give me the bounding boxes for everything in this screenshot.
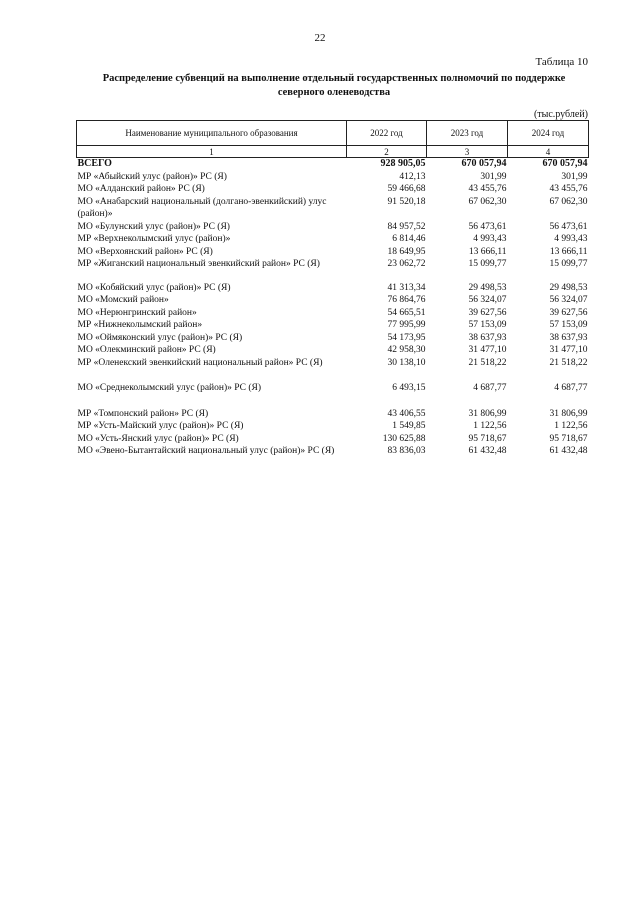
value-2024: 56 324,07 xyxy=(549,295,588,305)
table-row xyxy=(77,332,589,345)
table-row xyxy=(77,282,589,295)
value-2023: 38 637,93 xyxy=(468,332,507,343)
municipality-name: МО «Булунский улус (район)» РС (Я) xyxy=(77,221,230,232)
header-2022: 2022 год xyxy=(347,121,427,146)
table-header xyxy=(77,121,589,158)
header-2023: 2023 год xyxy=(427,121,508,146)
value-2022: 6 814,46 xyxy=(392,234,426,244)
value-2022: 54 173,95 xyxy=(387,332,426,343)
value-2022: 30 138,10 xyxy=(387,357,426,368)
table-row xyxy=(77,357,589,370)
value-2024: 29 498,53 xyxy=(549,282,588,293)
subvention-table xyxy=(76,120,589,458)
value-2023: 39 627,56 xyxy=(468,307,507,318)
total-row xyxy=(77,158,589,171)
value-2022: 42 958,30 xyxy=(387,345,426,355)
header-col-number: 4 xyxy=(508,146,589,158)
table-row xyxy=(77,319,589,332)
value-2022: 23 062,72 xyxy=(387,259,426,269)
value-2023: 21 518,22 xyxy=(468,357,507,368)
spacer-row xyxy=(77,395,589,408)
value-2024: 4 993,43 xyxy=(554,234,588,244)
table-body xyxy=(77,158,589,458)
municipality-name: МО «Алданский район» РС (Я) xyxy=(77,184,205,194)
value-2023: 56 324,07 xyxy=(468,295,507,305)
table-row xyxy=(77,246,589,259)
value-2023: 301,99 xyxy=(480,171,507,182)
value-2024: 301,99 xyxy=(561,171,588,182)
value-2024: 61 432,48 xyxy=(549,446,588,456)
municipality-name: МР «Абыйский улус (район)» РС (Я) xyxy=(77,171,227,182)
municipality-name: МО «Анабарский национальный (долгано-эвенкийский) улус (район)» xyxy=(77,196,327,219)
table-row xyxy=(77,221,589,234)
page-number: 22 xyxy=(314,32,326,44)
subvention-table-container xyxy=(76,120,588,458)
municipality-name: МР «Жиганский национальный эвенкийский район» РС (Я) xyxy=(77,259,320,269)
table-row xyxy=(77,196,589,221)
table-row xyxy=(77,408,589,421)
total-label: ВСЕГО xyxy=(77,158,112,169)
value-2024: 31 806,99 xyxy=(549,408,588,419)
value-2023: 4 687,77 xyxy=(473,383,507,393)
value-2023: 67 062,30 xyxy=(468,196,507,207)
value-2024: 31 477,10 xyxy=(549,345,588,355)
value-2024: 15 099,77 xyxy=(549,259,588,269)
value-2022: 84 957,52 xyxy=(387,221,426,232)
table-row xyxy=(77,294,589,307)
header-name: Наименование муниципального образования xyxy=(77,121,347,146)
spacer-row xyxy=(77,271,589,282)
municipality-name: МО «Момский район» xyxy=(77,295,169,305)
value-2023: 4 993,43 xyxy=(473,234,507,244)
table-row xyxy=(77,420,589,433)
value-2023: 31 806,99 xyxy=(468,408,507,419)
value-2023: 43 455,76 xyxy=(468,184,507,194)
value-2023: 95 718,67 xyxy=(468,433,507,444)
table-row xyxy=(77,258,589,271)
municipality-name: МО «Кобяйский улус (район)» РС (Я) xyxy=(77,282,231,293)
municipality-name: МР «Оленекский эвенкийский национальный район» РС (Я) xyxy=(77,357,323,368)
value-2022: 130 625,88 xyxy=(382,433,426,444)
municipality-name: МО «Верхоянский район» РС (Я) xyxy=(77,246,213,257)
municipality-name: МР «Усть-Майский улус (район)» РС (Я) xyxy=(77,421,244,431)
table-row xyxy=(77,344,589,357)
spacer-row xyxy=(77,369,589,382)
value-2023: 1 122,56 xyxy=(473,421,507,431)
header-col-number: 1 xyxy=(77,146,347,158)
value-2024: 38 637,93 xyxy=(549,332,588,343)
document-title: Распределение субвенций на выполнение отдельный государственных полномочий по поддержке северного оленеводства xyxy=(102,73,566,98)
unit-note: (тыс.рублей) xyxy=(533,109,588,120)
value-2023: 57 153,09 xyxy=(468,320,507,330)
value-2024: 21 518,22 xyxy=(549,357,588,368)
municipality-name: МО «Нерюнгринский район» xyxy=(77,307,197,318)
value-2023: 13 666,11 xyxy=(468,246,507,257)
municipality-name: МР «Нижнеколымский район» xyxy=(77,320,203,330)
table-row xyxy=(77,433,589,446)
value-2022: 76 864,76 xyxy=(387,295,426,305)
value-2022: 83 836,03 xyxy=(387,446,426,456)
value-2023: 29 498,53 xyxy=(468,282,507,293)
value-2024: 56 473,61 xyxy=(549,221,588,232)
municipality-name: МР «Томпонский район» РС (Я) xyxy=(77,408,209,419)
value-2024: 13 666,11 xyxy=(549,246,588,257)
value-2024: 95 718,67 xyxy=(549,433,588,444)
value-2022: 6 493,15 xyxy=(392,383,426,393)
table-row xyxy=(77,171,589,184)
value-2023: 31 477,10 xyxy=(468,345,507,355)
value-2022: 59 466,68 xyxy=(387,184,426,194)
table-row xyxy=(77,382,589,395)
value-2022: 18 649,95 xyxy=(387,246,426,257)
total-2022: 928 905,05 xyxy=(380,158,426,169)
value-2024: 39 627,56 xyxy=(549,307,588,318)
header-col-number: 2 xyxy=(347,146,427,158)
value-2022: 54 665,51 xyxy=(387,307,426,318)
value-2024: 57 153,09 xyxy=(549,320,588,330)
municipality-name: МО «Оймяконский улус (район)» РС (Я) xyxy=(77,332,243,343)
value-2022: 43 406,55 xyxy=(387,408,426,419)
value-2024: 43 455,76 xyxy=(549,184,588,194)
municipality-name: МО «Эвено-Бытантайский национальный улус (район)» РС (Я) xyxy=(77,446,335,456)
header-2024: 2024 год xyxy=(508,121,589,146)
municipality-name: МР «Верхнеколымский улус (район)» xyxy=(77,234,231,244)
total-2024: 670 057,94 xyxy=(542,158,588,169)
value-2024: 1 122,56 xyxy=(554,421,588,431)
value-2022: 77 995,99 xyxy=(387,320,426,330)
municipality-name: МО «Олекминский район» РС (Я) xyxy=(77,345,216,355)
value-2023: 61 432,48 xyxy=(468,446,507,456)
value-2022: 412,13 xyxy=(399,171,426,182)
value-2023: 15 099,77 xyxy=(468,259,507,269)
value-2024: 67 062,30 xyxy=(549,196,588,207)
municipality-name: МО «Среднеколымский улус (район)» РС (Я) xyxy=(77,383,262,393)
table-row xyxy=(77,307,589,320)
table-row xyxy=(77,183,589,196)
value-2022: 41 313,34 xyxy=(387,282,426,293)
value-2023: 56 473,61 xyxy=(468,221,507,232)
header-col-number: 3 xyxy=(427,146,508,158)
value-2024: 4 687,77 xyxy=(554,383,588,393)
municipality-name: МО «Усть-Янский улус (район)» РС (Я) xyxy=(77,433,239,444)
table-row xyxy=(77,233,589,246)
total-2023: 670 057,94 xyxy=(461,158,507,169)
table-row xyxy=(77,445,589,458)
value-2022: 1 549,85 xyxy=(392,421,426,431)
table-label: Таблица 10 xyxy=(535,56,588,68)
value-2022: 91 520,18 xyxy=(387,196,426,207)
